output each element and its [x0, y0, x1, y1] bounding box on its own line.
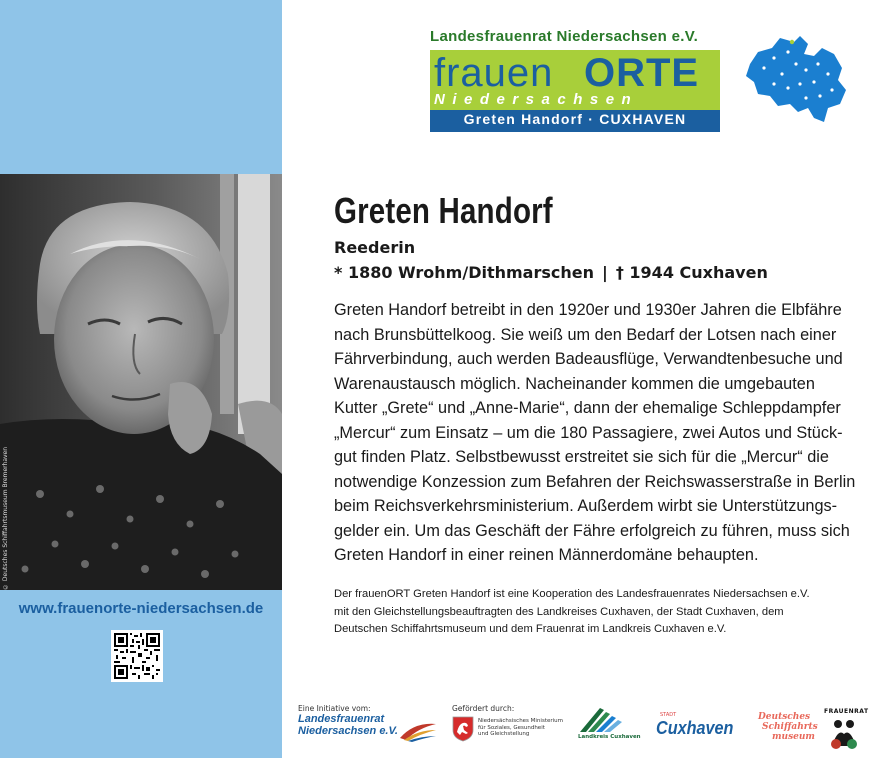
lower-saxony-crest-icon [452, 716, 474, 742]
landkreis-label: Landkreis Cuxhaven [578, 734, 641, 740]
niedersachsen-map-icon [744, 34, 852, 126]
frauenrat-figures-icon [824, 716, 864, 750]
qr-code[interactable] [111, 630, 163, 682]
biography-text [334, 298, 874, 568]
logo-org-line: Landesfrauenrat Niedersachsen e.V. [430, 28, 699, 45]
logo-frauen: frauen [434, 51, 554, 95]
person-role: Reederin [334, 238, 416, 257]
photo-credit: © Deutsches Schiffahrtsmuseum Bremerhaven [2, 446, 9, 590]
cooperation-line: Deutschen Schiffahrtsmuseum und dem Frauenrat im Landkreis Cuxhaven e.V. [334, 623, 727, 635]
lfr-name-line1: Landesfrauenrat [298, 713, 385, 725]
blue-band-top [0, 0, 282, 174]
biography-line: „Mercur“ zum Einsatz – um die 180 Passagiere, zwei Autos und Stück- [334, 423, 843, 442]
cooperation-line: mit den Gleichstellungsbeauftragten des Landkreises Cuxhaven, der Stadt Cuxhaven, dem [334, 605, 784, 618]
biography-line: Fährverbindung, auch werden Badeausflüge, Verwandtenbesuche und [334, 350, 843, 368]
logo-orte: ORTE [584, 51, 700, 95]
logo-region: Niedersachsen [434, 91, 639, 108]
ministry-line3: und Gleichstellung [478, 731, 530, 737]
website-link[interactable]: www.frauenorte-niedersachsen.de [18, 600, 264, 617]
left-column [0, 0, 282, 758]
landkreis-wave-icon [576, 704, 642, 734]
dates-separator: | [602, 263, 608, 282]
person-dates [334, 263, 768, 282]
biography-line: beim Reichsverkehrsministerium. Außerdem wirbt sie Unterstützungs- [334, 497, 838, 515]
birth-date: * 1880 Wrohm/Dithmarschen [334, 263, 594, 282]
initiative-label: Eine Initiative vom: [298, 704, 371, 713]
museum-line3: museum [772, 732, 815, 742]
landkreis-logo [576, 704, 646, 744]
portrait-photo [0, 174, 282, 590]
biography-line: gelder ein. Um das Geschäft der Fähre erfolgreich zu führen, muss sich [334, 521, 850, 540]
frauenorte-logo [430, 28, 720, 132]
cooperation-note [334, 586, 879, 639]
biography-line: Greten Handorf betreibt in den 1920er und 1930er Jahren die Elbfähre [334, 301, 842, 319]
biography-line: nach Brunsbüttelkoog. Sie weiß um den Bedarf der Lotsen nach einer [334, 325, 837, 344]
cooperation-line: Der frauenORT Greten Handorf ist eine Kooperation des Landesfrauenrates Niedersachsen e.V. [334, 588, 810, 600]
ministry-line2: für Soziales, Gesundheit [478, 724, 545, 731]
biography-line: notwendige Konzession zum Befahren der Reichswasserstraße in Berlin [334, 472, 856, 491]
cuxhaven-logo: Cuxhaven [656, 718, 734, 738]
city-label-small: STADT [660, 712, 677, 718]
museum-line2: Schiffahrts [762, 722, 818, 732]
museum-logo [758, 712, 818, 746]
lfr-name-line2: Niedersachsen e.V. [298, 725, 398, 737]
museum-line1: Deutsches [758, 712, 811, 722]
lfr-swoosh-icon [398, 720, 438, 742]
biography-line: Warenaustausch möglich. Nacheinander kommen die umgebauten [334, 374, 815, 393]
ministry-line1: Niedersächsisches Ministerium [478, 718, 564, 724]
biography-line: Kutter „Grete“ und „Anne-Marie“, dann der ehemalige Schleppdampfer [334, 399, 841, 417]
biography-line: gut finden Platz. Selbstbewusst erstreitet sie sich für die „Mercur“ die [334, 448, 829, 466]
death-date: † 1944 Cuxhaven [615, 263, 768, 282]
funded-label: Gefördert durch: [452, 704, 515, 713]
biography-line: Greten Handorf in einer reinen Männerdomäne behaupten. [334, 546, 759, 564]
ministry-block [452, 716, 572, 747]
initiative-block [298, 704, 448, 737]
person-name: Greten Handorf [334, 190, 553, 231]
frauenrat-label: FRAUENRAT [824, 708, 869, 715]
frauenrat-logo [824, 708, 869, 750]
logo-place: Greten Handorf · CUXHAVEN [463, 111, 687, 127]
